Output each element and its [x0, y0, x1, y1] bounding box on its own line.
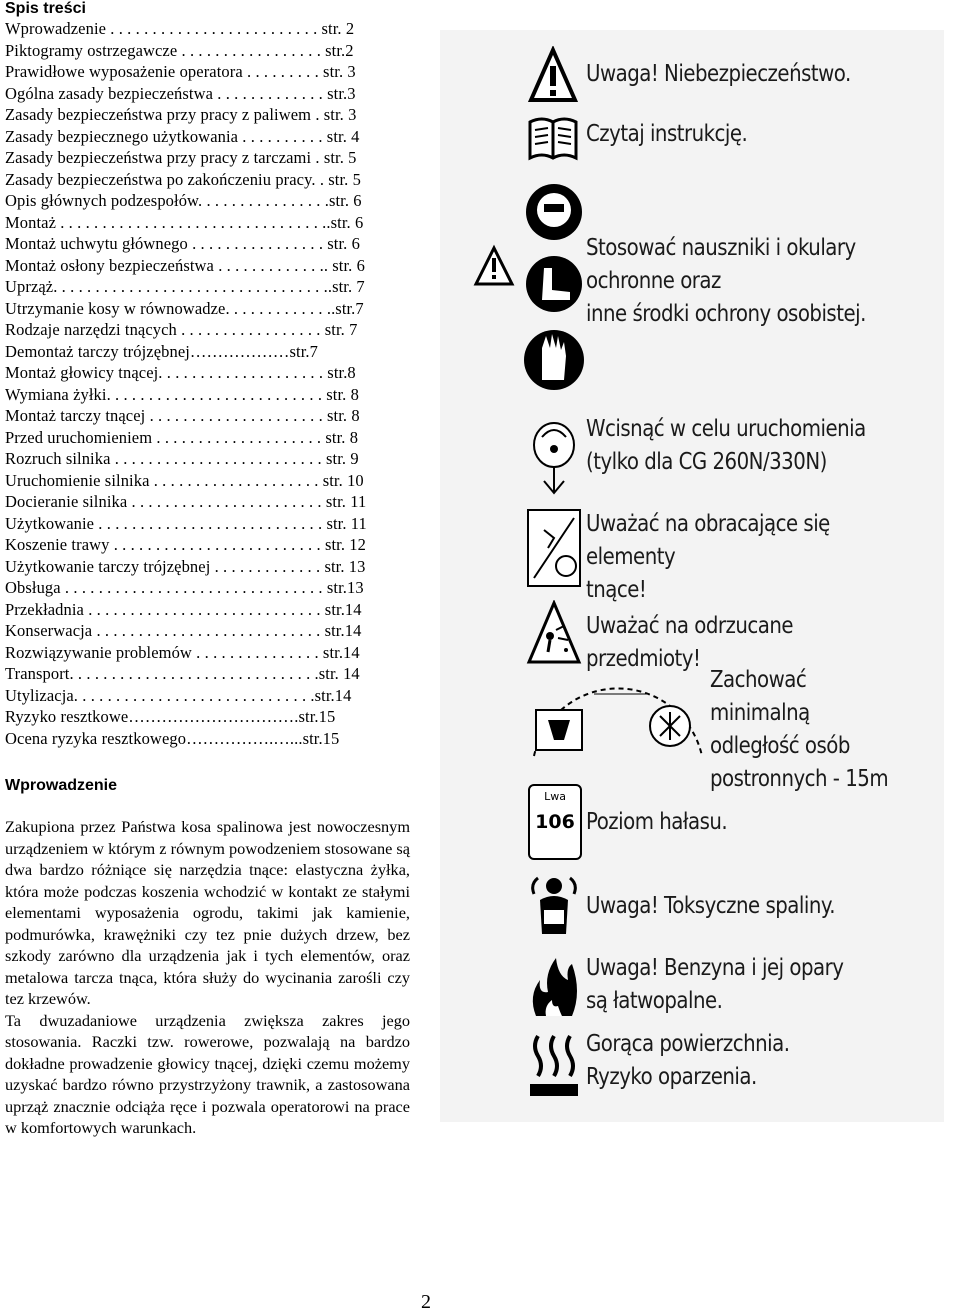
intro-paragraph: Ta dwuzadaniowe urządzenia zwiększa zakres jego stosowania. Raczki tzw. rowerowe, pozwalają na bardzo dokładne prowadzenie głowicy tnącej, dzięki czemu możemy uzyskać bardzo równo przystrzyżony trawnik, a zastosowana uprząż znacznie odciąża ręce i pozwala operatorowi na prace w komfortowych warunkach.: [5, 1010, 410, 1137]
warning-triangle-icon: [528, 46, 578, 104]
noise-level-icon: [528, 784, 582, 860]
toc-entry[interactable]: Przekładnia . . . . . . . . . . . . . . . . . . . . . . . . . . . . str.14: [5, 599, 362, 619]
toc-entry[interactable]: Piktogramy ostrzegawcze . . . . . . . . . . . . . . . . . str.2: [5, 40, 354, 60]
toc-entry[interactable]: Zasady bezpieczeństwa przy pracy z tarczami . str. 5: [5, 148, 357, 167]
section-heading: Wprowadzenie: [5, 777, 118, 794]
page-number: 2: [421, 1291, 431, 1313]
toc-entry[interactable]: Montaż tarczy tnącej . . . . . . . . . . . . . . . . . . . . . str. 8: [5, 406, 360, 425]
pictogram-row: [440, 180, 944, 410]
toc-list: [5, 18, 410, 749]
toc-entry[interactable]: Opis głównych podzespołów. . . . . . . . . . . . . . . .str. 6: [5, 191, 362, 210]
toc-entry[interactable]: Transport. . . . . . . . . . . . . . . . . . . . . . . . . . . . . .str. 14: [5, 664, 360, 683]
pictogram-row: [440, 784, 944, 864]
toc-entry[interactable]: Rozwiązywanie problemów . . . . . . . . . . . . . . . str.14: [5, 642, 360, 662]
pictogram-label: Gorąca powierzchnia. Ryzyko oparzenia.: [586, 1031, 790, 1090]
pictogram-label: Stosować nauszniki i okulary ochronne oraz inne środki ochrony osobistej.: [586, 235, 866, 327]
toc-entry[interactable]: Wprowadzenie . . . . . . . . . . . . . . . . . . . . . . . . . str. 2: [5, 19, 355, 38]
toc-entry[interactable]: Uruchomienie silnika . . . . . . . . . . . . . . . . . . . . str. 10: [5, 470, 364, 490]
toc-entry[interactable]: Docieranie silnika . . . . . . . . . . . . . . . . . . . . . . . str. 11: [5, 492, 367, 511]
left-column: [5, 0, 410, 1139]
toc-entry[interactable]: Zasady bezpiecznego użytkowania . . . . . . . . . . str. 4: [5, 126, 360, 146]
toc-entry[interactable]: Montaż . . . . . . . . . . . . . . . . . . . . . . . . . . . . . . . ..str. 6: [5, 212, 364, 232]
pictogram-label: Wcisnąć w celu uruchomienia (tylko dla CG 260N/330N): [586, 416, 866, 475]
toc-entry[interactable]: Montaż uchwytu głównego . . . . . . . . . . . . . . . . str. 6: [5, 234, 360, 253]
pictogram-label: Zachować minimalną odległość osób postronnych - 15m: [710, 667, 889, 792]
hot-surface-icon: [526, 1028, 582, 1102]
toc-entry[interactable]: Konserwacja . . . . . . . . . . . . . . . . . . . . . . . . . . . str.14: [5, 621, 362, 640]
pictogram-label: Poziom hałasu.: [586, 809, 728, 835]
pictogram-row: [440, 110, 944, 170]
pictogram-label: Uwaga! Benzyna i jej opary są łatwopalne.: [586, 955, 844, 1014]
toc-entry[interactable]: Rozruch silnika . . . . . . . . . . . . . . . . . . . . . . . . . str. 9: [5, 449, 359, 468]
toc-entry[interactable]: Montaż osłony bezpieczeństwa . . . . . . . . . . . . .. str. 6: [5, 255, 365, 275]
toc-entry[interactable]: Utylizacja. . . . . . . . . . . . . . . . . . . . . . . . . . . . .str.14: [5, 685, 352, 705]
noise-badge-top: Lwa: [544, 790, 566, 803]
pictogram-row: [440, 415, 944, 505]
toc-entry[interactable]: Ryzyko resztkowe………………………….str.15: [5, 707, 336, 726]
pictogram-label: Uwaga! Toksyczne spaliny.: [586, 893, 835, 919]
pictogram-row: [440, 946, 944, 1030]
pictogram-row: [440, 42, 944, 112]
toc-entry[interactable]: Koszenie trawy . . . . . . . . . . . . . . . . . . . . . . . . . str. 12: [5, 535, 366, 554]
protective-gear-icon: [472, 180, 588, 406]
noise-badge-value: 106: [535, 811, 575, 833]
toc-entry[interactable]: Prawidłowe wyposażenie operatora . . . . . . . . . str. 3: [5, 62, 356, 81]
intro-body: [5, 816, 410, 1139]
toc-entry[interactable]: Ocena ryzyka resztkowego…………….…...str.15: [5, 728, 340, 748]
pictogram-row: [440, 508, 944, 603]
toc-entry[interactable]: Zasady bezpieczeństwa przy pracy z paliwem . str. 3: [5, 105, 357, 124]
toc-entry[interactable]: Wymiana żyłki. . . . . . . . . . . . . . . . . . . . . . . . . . str. 8: [5, 384, 359, 404]
pictogram-label: Uwaga! Niebezpieczeństwo.: [586, 61, 851, 87]
pictogram-label: Uważać na odrzucane przedmioty!: [586, 613, 794, 672]
toc-entry[interactable]: Obsługa . . . . . . . . . . . . . . . . . . . . . . . . . . . . . . . str.13: [5, 578, 364, 597]
rotating-blade-icon: [526, 508, 582, 588]
toc-entry[interactable]: Uprząż. . . . . . . . . . . . . . . . . . . . . . . . . . . . . . . . ..str. 7: [5, 277, 365, 296]
toc-entry[interactable]: Użytkowanie . . . . . . . . . . . . . . . . . . . . . . . . . . . str. 11: [5, 513, 367, 533]
flammable-icon: [526, 946, 582, 1020]
pictogram-row: [440, 870, 944, 950]
toxic-fumes-icon: [526, 870, 582, 944]
pictogram-row: [440, 660, 944, 792]
toc-entry[interactable]: Zasady bezpieczeństwa po zakończeniu pracy. . str. 5: [5, 169, 361, 189]
toc-entry[interactable]: Montaż głowicy tnącej. . . . . . . . . . . . . . . . . . . . str.8: [5, 363, 356, 382]
book-icon: [526, 114, 580, 164]
toc-entry[interactable]: Ogólna zasady bezpieczeństwa . . . . . . . . . . . . . str.3: [5, 83, 356, 103]
pictogram-row: [440, 1028, 944, 1112]
toc-entry[interactable]: Rodzaje narzędzi tnących . . . . . . . . . . . . . . . . . str. 7: [5, 320, 358, 339]
pictogram-panel: [440, 30, 944, 1122]
safe-distance-icon: [530, 664, 706, 764]
toc-entry[interactable]: Użytkowanie tarczy trójzębnej . . . . . . . . . . . . . str. 13: [5, 556, 366, 576]
primer-bulb-icon: [528, 415, 580, 499]
thrown-objects-icon: [526, 600, 582, 666]
intro-paragraph: Zakupiona przez Państwa kosa spalinowa jest nowoczesnym urządzeniem w którym z równym powodzeniem stosowane są dwa bardzo różniące się narzędzia tnące: elastyczna żyłka, która może podczas koszenia wchodzić w kontakt ze stałymi elementami wyposażenia ogrodu, takimi jak kamienie, podmurówka, krawężniki czy tez pnie dużych drzew, bez szkody zarówno dla urządzenia jak i tych elementów, oraz metalowa tarcza tnąca, która służy do wycinania zarośli czy tez krzewów.: [5, 817, 410, 1008]
pictogram-label: Uważać na obracające się elementy tnące!: [586, 511, 830, 603]
toc-entry[interactable]: Utrzymanie kosy w równowadze. . . . . . . . . . . . ..str.7: [5, 298, 364, 318]
pictogram-label: Czytaj instrukcję.: [586, 121, 748, 147]
toc-title: Spis treści: [5, 0, 86, 17]
toc-entry[interactable]: Przed uruchomieniem . . . . . . . . . . . . . . . . . . . . str. 8: [5, 427, 359, 447]
toc-entry[interactable]: Demontaż tarczy trójzębnej………………str.7: [5, 341, 318, 361]
